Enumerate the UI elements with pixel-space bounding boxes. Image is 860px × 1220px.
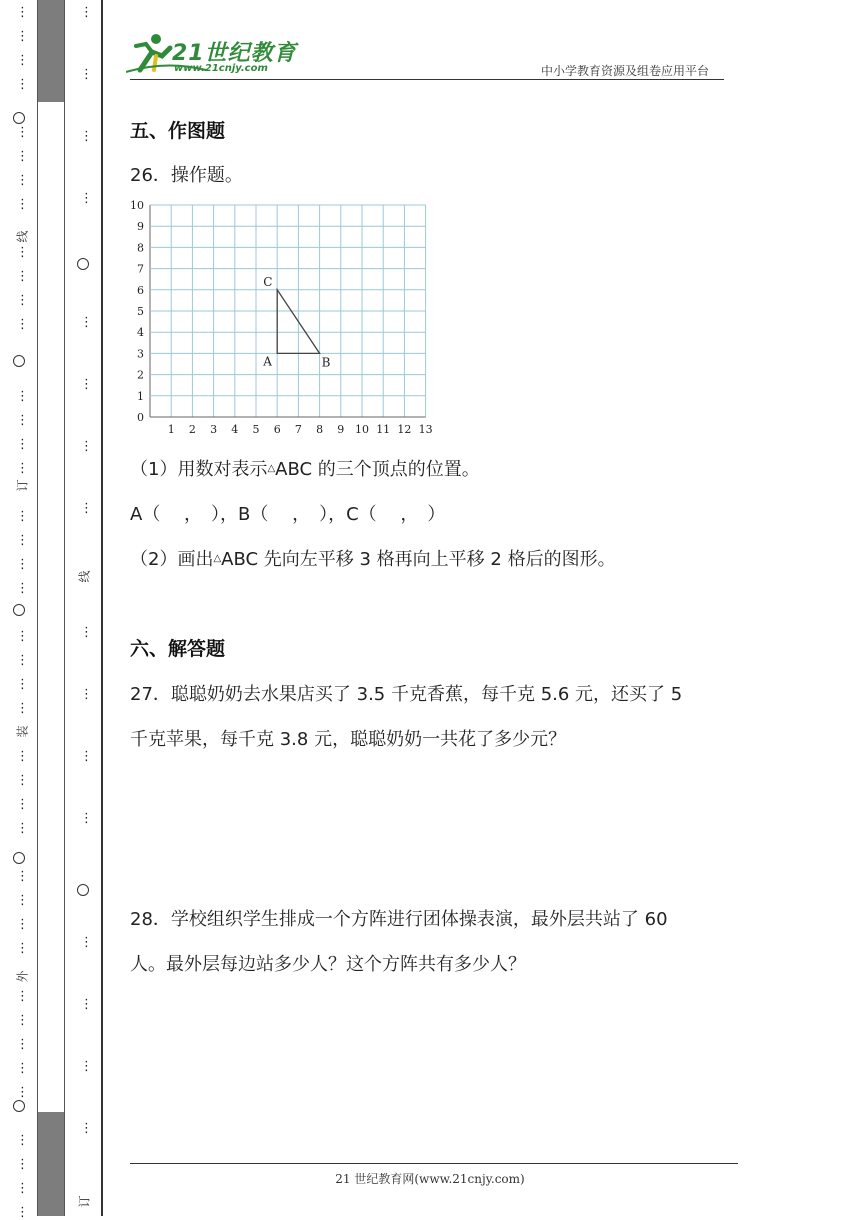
x-tick-label: 8 [316, 423, 324, 436]
margin-inner-dots: ⋮ [80, 997, 93, 1012]
x-tick-label: 4 [231, 423, 239, 436]
margin-dots: ⋮ [16, 317, 29, 332]
margin-dots: ⋮ [16, 149, 29, 164]
margin-dots: ⋮ [16, 653, 29, 668]
footer-rule [130, 1163, 738, 1164]
footer-text: 21 世纪教育网(www.21cnjy.com) [335, 1172, 525, 1186]
x-tick-label: 7 [294, 423, 302, 436]
margin-dots: ⋮ [16, 1037, 29, 1052]
margin-dots: ⋮ [16, 893, 29, 908]
section-5-title: 五、作图题 [130, 120, 226, 142]
header-slogan: 中小学教育资源及组卷应用平台 [541, 64, 710, 78]
section-6-title: 六、解答题 [130, 638, 226, 660]
grid-lines [150, 205, 426, 417]
margin-inner-dots: ⋮ [80, 315, 93, 330]
triangle-symbol: △ [213, 553, 222, 564]
margin-dots: ⋮ [16, 245, 29, 260]
x-tick-label: 5 [252, 423, 260, 436]
margin-inner-dots: ⋮ [80, 439, 93, 454]
margin-dots: ⋮ [16, 53, 29, 68]
margin-dots: ⋮ [16, 533, 29, 548]
x-tick-label: 12 [397, 423, 412, 436]
margin-inner-circle [77, 258, 89, 270]
margin-char-xian: 线 [15, 230, 30, 243]
margin-dots: ⋮ [16, 437, 29, 452]
question-26-title: 26．操作题。 [130, 165, 243, 186]
point-label-a: A [263, 354, 272, 369]
margin-dots: ⋮ [16, 1013, 29, 1028]
x-tick-label: 9 [337, 423, 345, 436]
margin-dots: ⋮ [16, 1181, 29, 1196]
margin-dots: ⋮ [16, 581, 29, 596]
margin-inner-dots: ⋮ [80, 811, 93, 826]
y-tick-label: 4 [137, 326, 144, 340]
y-tick-label: 0 [137, 411, 144, 424]
point-label-c: C [263, 274, 273, 289]
margin-dots: ⋮ [16, 821, 29, 836]
margin-dots: ⋮ [16, 389, 29, 404]
margin-dots: ⋮ [16, 701, 29, 716]
margin-dots: ⋮ [16, 869, 29, 884]
margin-dots: ⋮ [16, 1085, 29, 1100]
margin-inner-dots: ⋮ [80, 1059, 93, 1074]
margin-dots: ⋮ [16, 77, 29, 92]
x-tick-label: 11 [376, 423, 391, 436]
question-27-line-2: 千克苹果，每千克 3.8 元，聪聪奶奶一共花了多少元？ [130, 729, 567, 750]
margin-circle [13, 355, 25, 367]
binding-line [64, 0, 65, 1216]
x-tick-label: 13 [418, 423, 433, 436]
margin-dots: ⋮ [16, 677, 29, 692]
margin-inner-char-xian: 线 [77, 570, 92, 583]
question-27-line-1: 27．聪聪奶奶去水果店买了 3.5 千克香蕉，每千克 5.6 元，还买了 5 [130, 684, 683, 705]
logo-text: 21世纪教育 [172, 41, 297, 66]
margin-inner-dots: ⋮ [80, 749, 93, 764]
margin-inner-dots: ⋮ [80, 1121, 93, 1136]
margin-char-zhuang: 装 [15, 725, 30, 738]
margin-dots: ⋮ [16, 989, 29, 1004]
margin-inner-dots: ⋮ [80, 935, 93, 950]
margin-circle [13, 1100, 25, 1112]
sub-question-1: （1）用数对表示△ABC 的三个顶点的位置。 [130, 459, 480, 480]
margin-dots: ⋮ [16, 173, 29, 188]
margin-dots: ⋮ [16, 941, 29, 956]
margin-circle [13, 604, 25, 616]
margin-dots: ⋮ [16, 125, 29, 140]
margin-dots: ⋮ [16, 5, 29, 20]
margin-inner-char-ding: 订 [77, 1195, 92, 1208]
margin-inner-dots: ⋮ [80, 129, 93, 144]
margin-inner-dots: ⋮ [80, 191, 93, 206]
question-28-line-1: 28．学校组织学生排成一个方阵进行团体操表演，最外层共站了 60 [130, 909, 668, 930]
y-tick-label: 7 [137, 262, 144, 276]
y-tick-label: 9 [137, 220, 144, 234]
y-tick-label: 6 [137, 283, 144, 297]
margin-dots: ⋮ [16, 197, 29, 212]
question-28-line-2: 人。最外层每边站多少人？这个方阵共有多少人？ [130, 954, 526, 975]
x-tick-label: 6 [273, 423, 281, 436]
x-tick-label: 10 [355, 423, 369, 436]
margin-dots: ⋮ [16, 797, 29, 812]
triangle-symbol: △ [267, 463, 276, 474]
margin-dots: ⋮ [16, 557, 29, 572]
margin-inner-dots: ⋮ [80, 687, 93, 702]
sub-question-2: （2）画出△ABC 先向左平移 3 格再向上平移 2 格后的图形。 [130, 549, 616, 570]
margin-char-wai: 外 [15, 970, 30, 983]
margin-inner-dots: ⋮ [80, 5, 93, 20]
margin-dots: ⋮ [16, 29, 29, 44]
margin-inner-circle [77, 884, 89, 896]
margin-circle [13, 852, 25, 864]
margin-dots: ⋮ [16, 1133, 29, 1148]
margin-dots: ⋮ [16, 773, 29, 788]
margin-dots: ⋮ [16, 629, 29, 644]
binding-line [101, 0, 103, 1216]
y-tick-label: 5 [137, 305, 144, 318]
x-tick-label: 2 [188, 423, 196, 436]
margin-dots: ⋮ [16, 269, 29, 284]
margin-inner-dots: ⋮ [80, 67, 93, 82]
margin-inner-dots: ⋮ [80, 377, 93, 392]
margin-dots: ⋮ [16, 413, 29, 428]
y-tick-label: 3 [137, 347, 144, 361]
answer-line-coordinates: A（ ， ），B（ ， ），C（ ， ） [130, 504, 446, 525]
y-tick-label: 2 [137, 368, 144, 382]
margin-dots: ⋮ [16, 293, 29, 308]
margin-char-ding: 订 [15, 479, 30, 492]
margin-dots: ⋮ [16, 1061, 29, 1076]
header-rule [130, 79, 724, 80]
binding-gray-block-bottom [38, 1112, 64, 1216]
y-tick-label: 1 [137, 389, 144, 403]
binding-gray-block-top [38, 0, 64, 102]
margin-inner-dots: ⋮ [80, 501, 93, 516]
margin-inner-dots: ⋮ [80, 625, 93, 640]
margin-dots: ⋮ [16, 917, 29, 932]
point-label-b: B [321, 355, 331, 370]
coordinate-grid [120, 195, 450, 445]
grid-labels [130, 199, 433, 436]
triangle-abc [262, 275, 330, 370]
binding-line [37, 0, 38, 1216]
x-tick-label: 1 [167, 423, 175, 436]
y-tick-label: 10 [130, 199, 144, 212]
margin-dots: ⋮ [16, 749, 29, 764]
margin-circle [13, 112, 25, 124]
margin-dots: ⋮ [16, 1157, 29, 1172]
margin-dots: ⋮ [16, 1205, 29, 1220]
x-tick-label: 3 [210, 423, 218, 436]
y-tick-label: 8 [137, 241, 144, 255]
margin-dots: ⋮ [16, 509, 29, 524]
margin-dots: ⋮ [16, 461, 29, 476]
logo-url: www.21cnjy.com [174, 63, 268, 74]
